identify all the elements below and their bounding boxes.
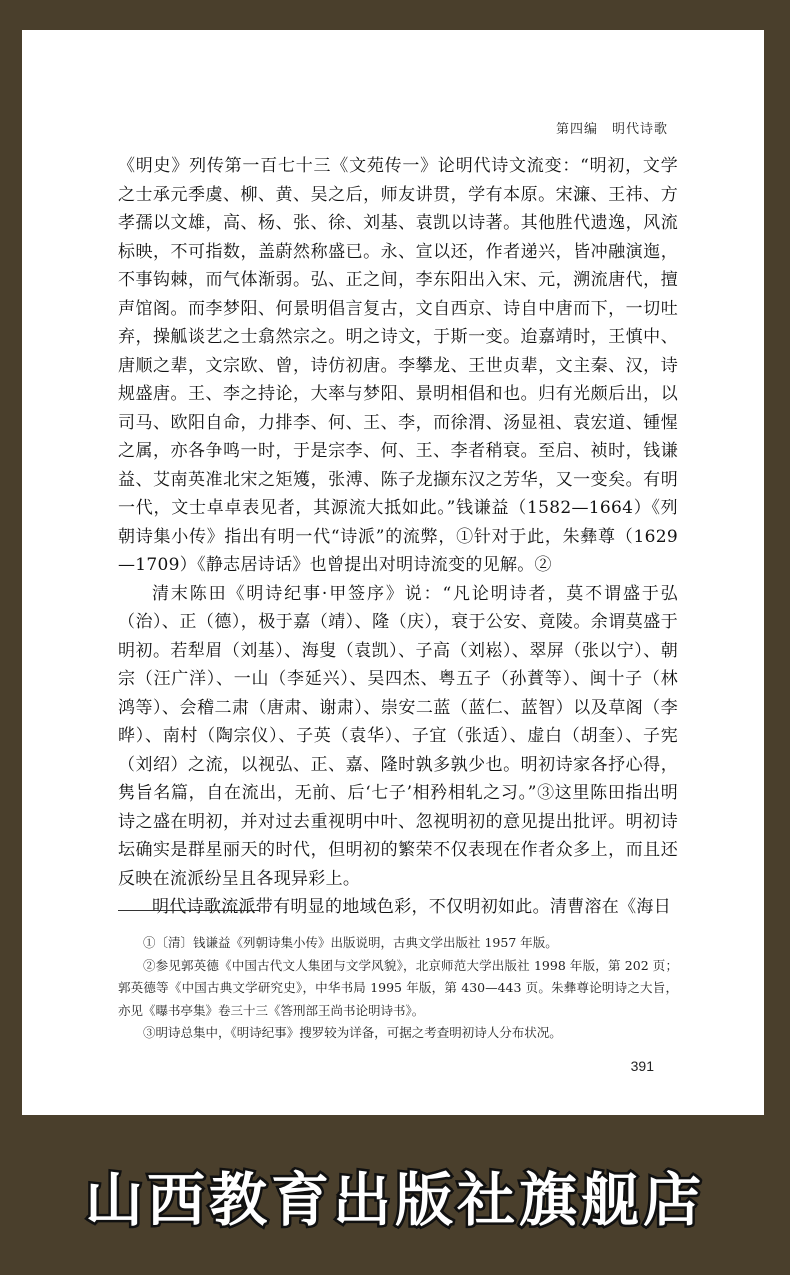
footnote-2: ②参见郭英德《中国古代文人集团与文学风貌》，北京师范大学出版社 1998 年版，第 202 页；郭英德等《中国古典文学研究史》，中华书局 1995 年版，第 430—443 页。朱彝尊论明诗之大旨，亦见《曝书亭集》卷三十三《答刑部王尚书论明诗书》。 xyxy=(118,957,678,1018)
paragraph-3: 明代诗歌流派带有明显的地域色彩，不仅明初如此。清曹溶在《海日 xyxy=(152,897,671,917)
body-text xyxy=(118,152,678,922)
footnote-rule xyxy=(118,910,260,911)
store-banner xyxy=(0,1140,790,1250)
page-number: 391 xyxy=(630,1058,654,1074)
footnote-3: ③明诗总集中，《明诗纪事》搜罗较为详备，可据之考查明初诗人分布状况。 xyxy=(143,1025,562,1040)
store-banner-text: 山西教育出版社旗舰店 xyxy=(84,1166,705,1234)
footnote-1: ①〔清〕钱谦益《列朝诗集小传》出版说明，古典文学出版社 1957 年版。 xyxy=(143,935,558,950)
paragraph-1: 《明史》列传第一百七十三《文苑传一》论明代诗文流变：“明初，文学之士承元季虞、柳、黄、吴之后，师友讲贯，学有本原。宋濂、王祎、方孝孺以文雄，高、杨、张、徐、刘基、袁凯以诗著。其他胜代遗逸，风流标映，不可指数，盖蔚然称盛已。永、宣以还，作者递兴，皆冲融演迤，不事钩棘，而气体渐弱。弘、正之间，李东阳出入宋、元，溯流唐代，擅声馆阁。而李梦阳、何景明倡言复古，文自西京、诗自中唐而下，一切吐弃，操觚谈艺之士翕然宗之。明之诗文，于斯一变。迨嘉靖时，王慎中、唐顺之辈，文宗欧、曾，诗仿初唐。李攀龙、王世贞辈，文主秦、汉，诗规盛唐。王、李之持论，大率与梦阳、景明相倡和也。归有光颇后出，以司马、欧阳自命，力排李、何、王、李，而徐渭、汤显祖、袁宏道、锺惺之属，亦各争鸣一时，于是宗李、何、王、李者稍衰。至启、祯时，钱谦益、艾南英准北宋之矩矱，张溥、陈子龙撷东汉之芳华，又一变矣。有明一代，文士卓卓表见者，其源流大抵如此。”钱谦益（1582—1664）《列朝诗集小传》指出有明一代“诗派”的流弊，①针对于此，朱彝尊（1629—1709）《静志居诗话》也曾提出对明诗流变的见解。② xyxy=(118,156,678,575)
running-head: 第四编 明代诗歌 xyxy=(555,122,668,137)
footnotes xyxy=(118,932,678,1045)
paragraph-2: 清末陈田《明诗纪事·甲签序》说：“凡论明诗者，莫不谓盛于弘（治）、正（德），极于嘉（靖）、隆（庆），衰于公安、竟陵。余谓莫盛于明初。若犁眉（刘基）、海叟（袁凯）、子高（刘崧）、翠屏（张以宁）、朝宗（汪广洋）、一山（李延兴）、吴四杰、粤五子（孙蕡等）、闽十子（林鸿等）、会稽二肃（唐肃、谢肃）、崇安二蓝（蓝仁、蓝智）以及草阁（李晔）、南村（陶宗仪）、子英（袁华）、子宜（张适）、虚白（胡奎）、子宪（刘绍）之流，以视弘、正、嘉、隆时孰多孰少也。明初诗家各抒心得，隽旨名篇，自在流出，无前、后‘七子’相矜相轧之习。”③这里陈田指出明诗之盛在明初，并对过去重视明中叶、忽视明初的意见提出批评。明初诗坛确实是群星丽天的时代，但明初的繁荣不仅表现在作者众多上，而且还反映在流派纷呈且各现异彩上。 xyxy=(118,583,678,889)
book-page xyxy=(22,30,764,1115)
